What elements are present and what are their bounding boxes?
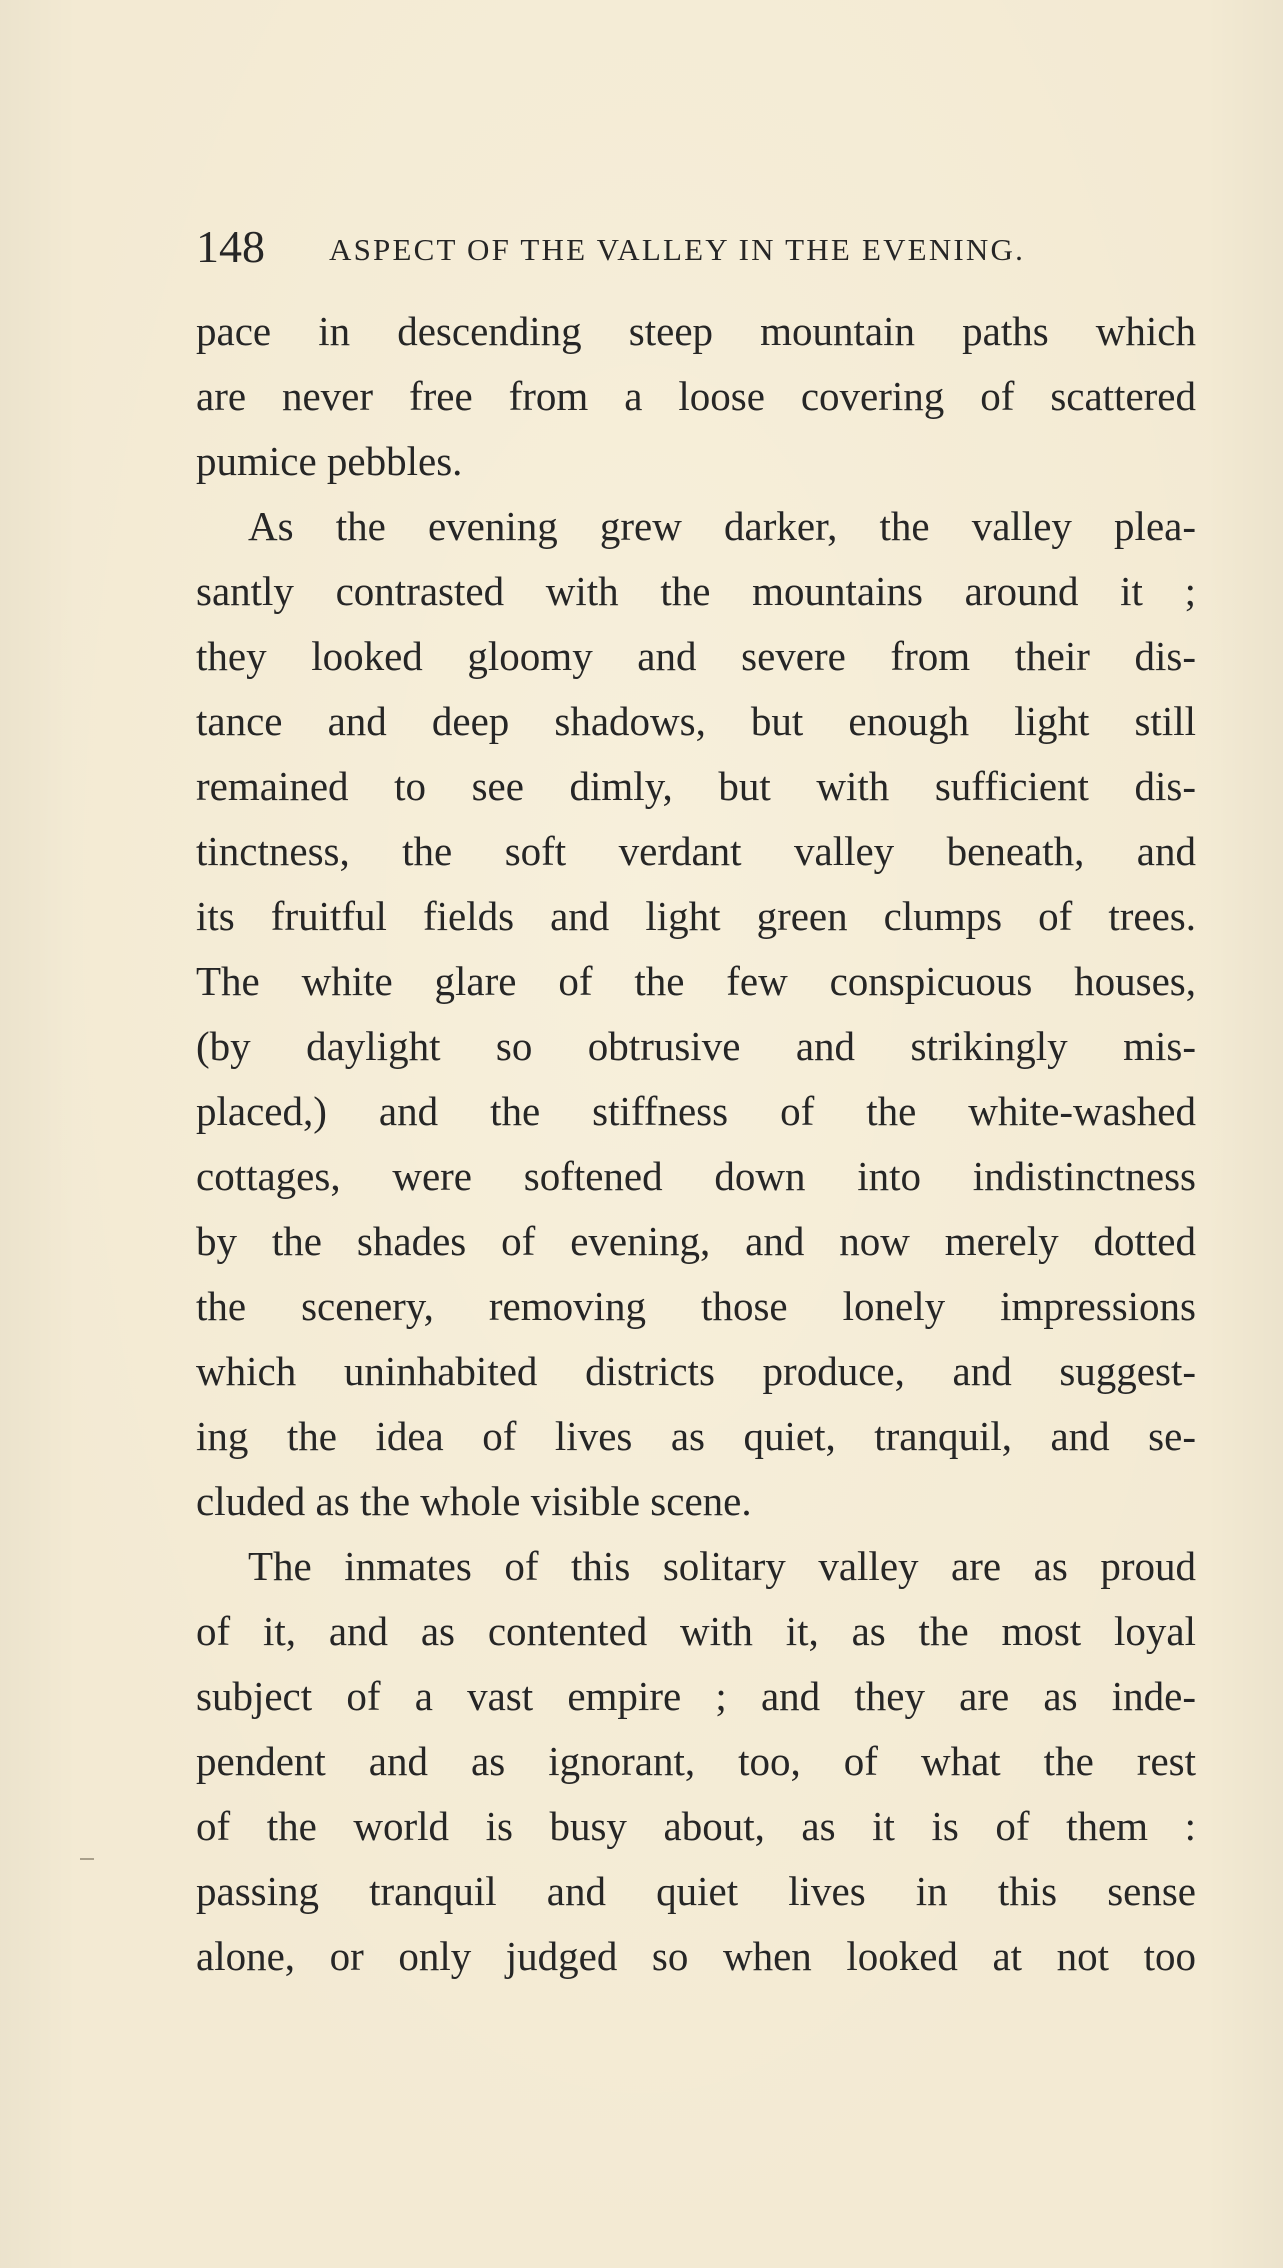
text-line: subject of a vast empire ; and they are as inde- (196, 1673, 1196, 1719)
text-line: ing the idea of lives as quiet, tranquil, and se- (196, 1413, 1196, 1459)
text-line: passing tranquil and quiet lives in this sense (196, 1868, 1196, 1914)
text-line: remained to see dimly, but with sufficient dis- (196, 763, 1196, 809)
page-number: 148 (196, 221, 265, 272)
text-line: pumice pebbles. (196, 438, 463, 484)
running-head (196, 216, 1136, 276)
margin-mark (80, 1858, 94, 1860)
text-line: cottages, were softened down into indistinctness (196, 1153, 1196, 1199)
text-line: tinctness, the soft verdant valley beneath, and (196, 828, 1196, 874)
text-line: tance and deep shadows, but enough light still (196, 698, 1196, 744)
text-line: The white glare of the few conspicuous houses, (196, 958, 1196, 1004)
text-line: which uninhabited districts produce, and suggest- (196, 1348, 1196, 1394)
text-line: pace in descending steep mountain paths which (196, 308, 1196, 354)
running-title: ASPECT OF THE VALLEY IN THE EVENING. (329, 232, 1026, 267)
text-line: of it, and as contented with it, as the most loyal (196, 1608, 1196, 1654)
text-line: by the shades of evening, and now merely dotted (196, 1218, 1196, 1264)
text-line: they looked gloomy and severe from their dis- (196, 633, 1196, 679)
paragraph-first-line: The inmates of this solitary valley are as proud (248, 1543, 1196, 1589)
paragraph-first-line: As the evening grew darker, the valley plea- (248, 503, 1196, 549)
text-line: pendent and as ignorant, too, of what the rest (196, 1738, 1196, 1784)
text-line: of the world is busy about, as it is of them : (196, 1803, 1196, 1849)
text-line: alone, or only judged so when looked at not too (196, 1933, 1196, 1979)
text-line: the scenery, removing those lonely impressions (196, 1283, 1196, 1329)
text-line: are never free from a loose covering of scattered (196, 373, 1196, 419)
text-line: (by daylight so obtrusive and strikingly mis- (196, 1023, 1196, 1069)
text-line: cluded as the whole visible scene. (196, 1478, 752, 1524)
text-line: its fruitful fields and light green clumps of trees. (196, 893, 1196, 939)
text-line: santly contrasted with the mountains around it ; (196, 568, 1196, 614)
text-line: placed,) and the stiffness of the white-washed (196, 1088, 1196, 1134)
